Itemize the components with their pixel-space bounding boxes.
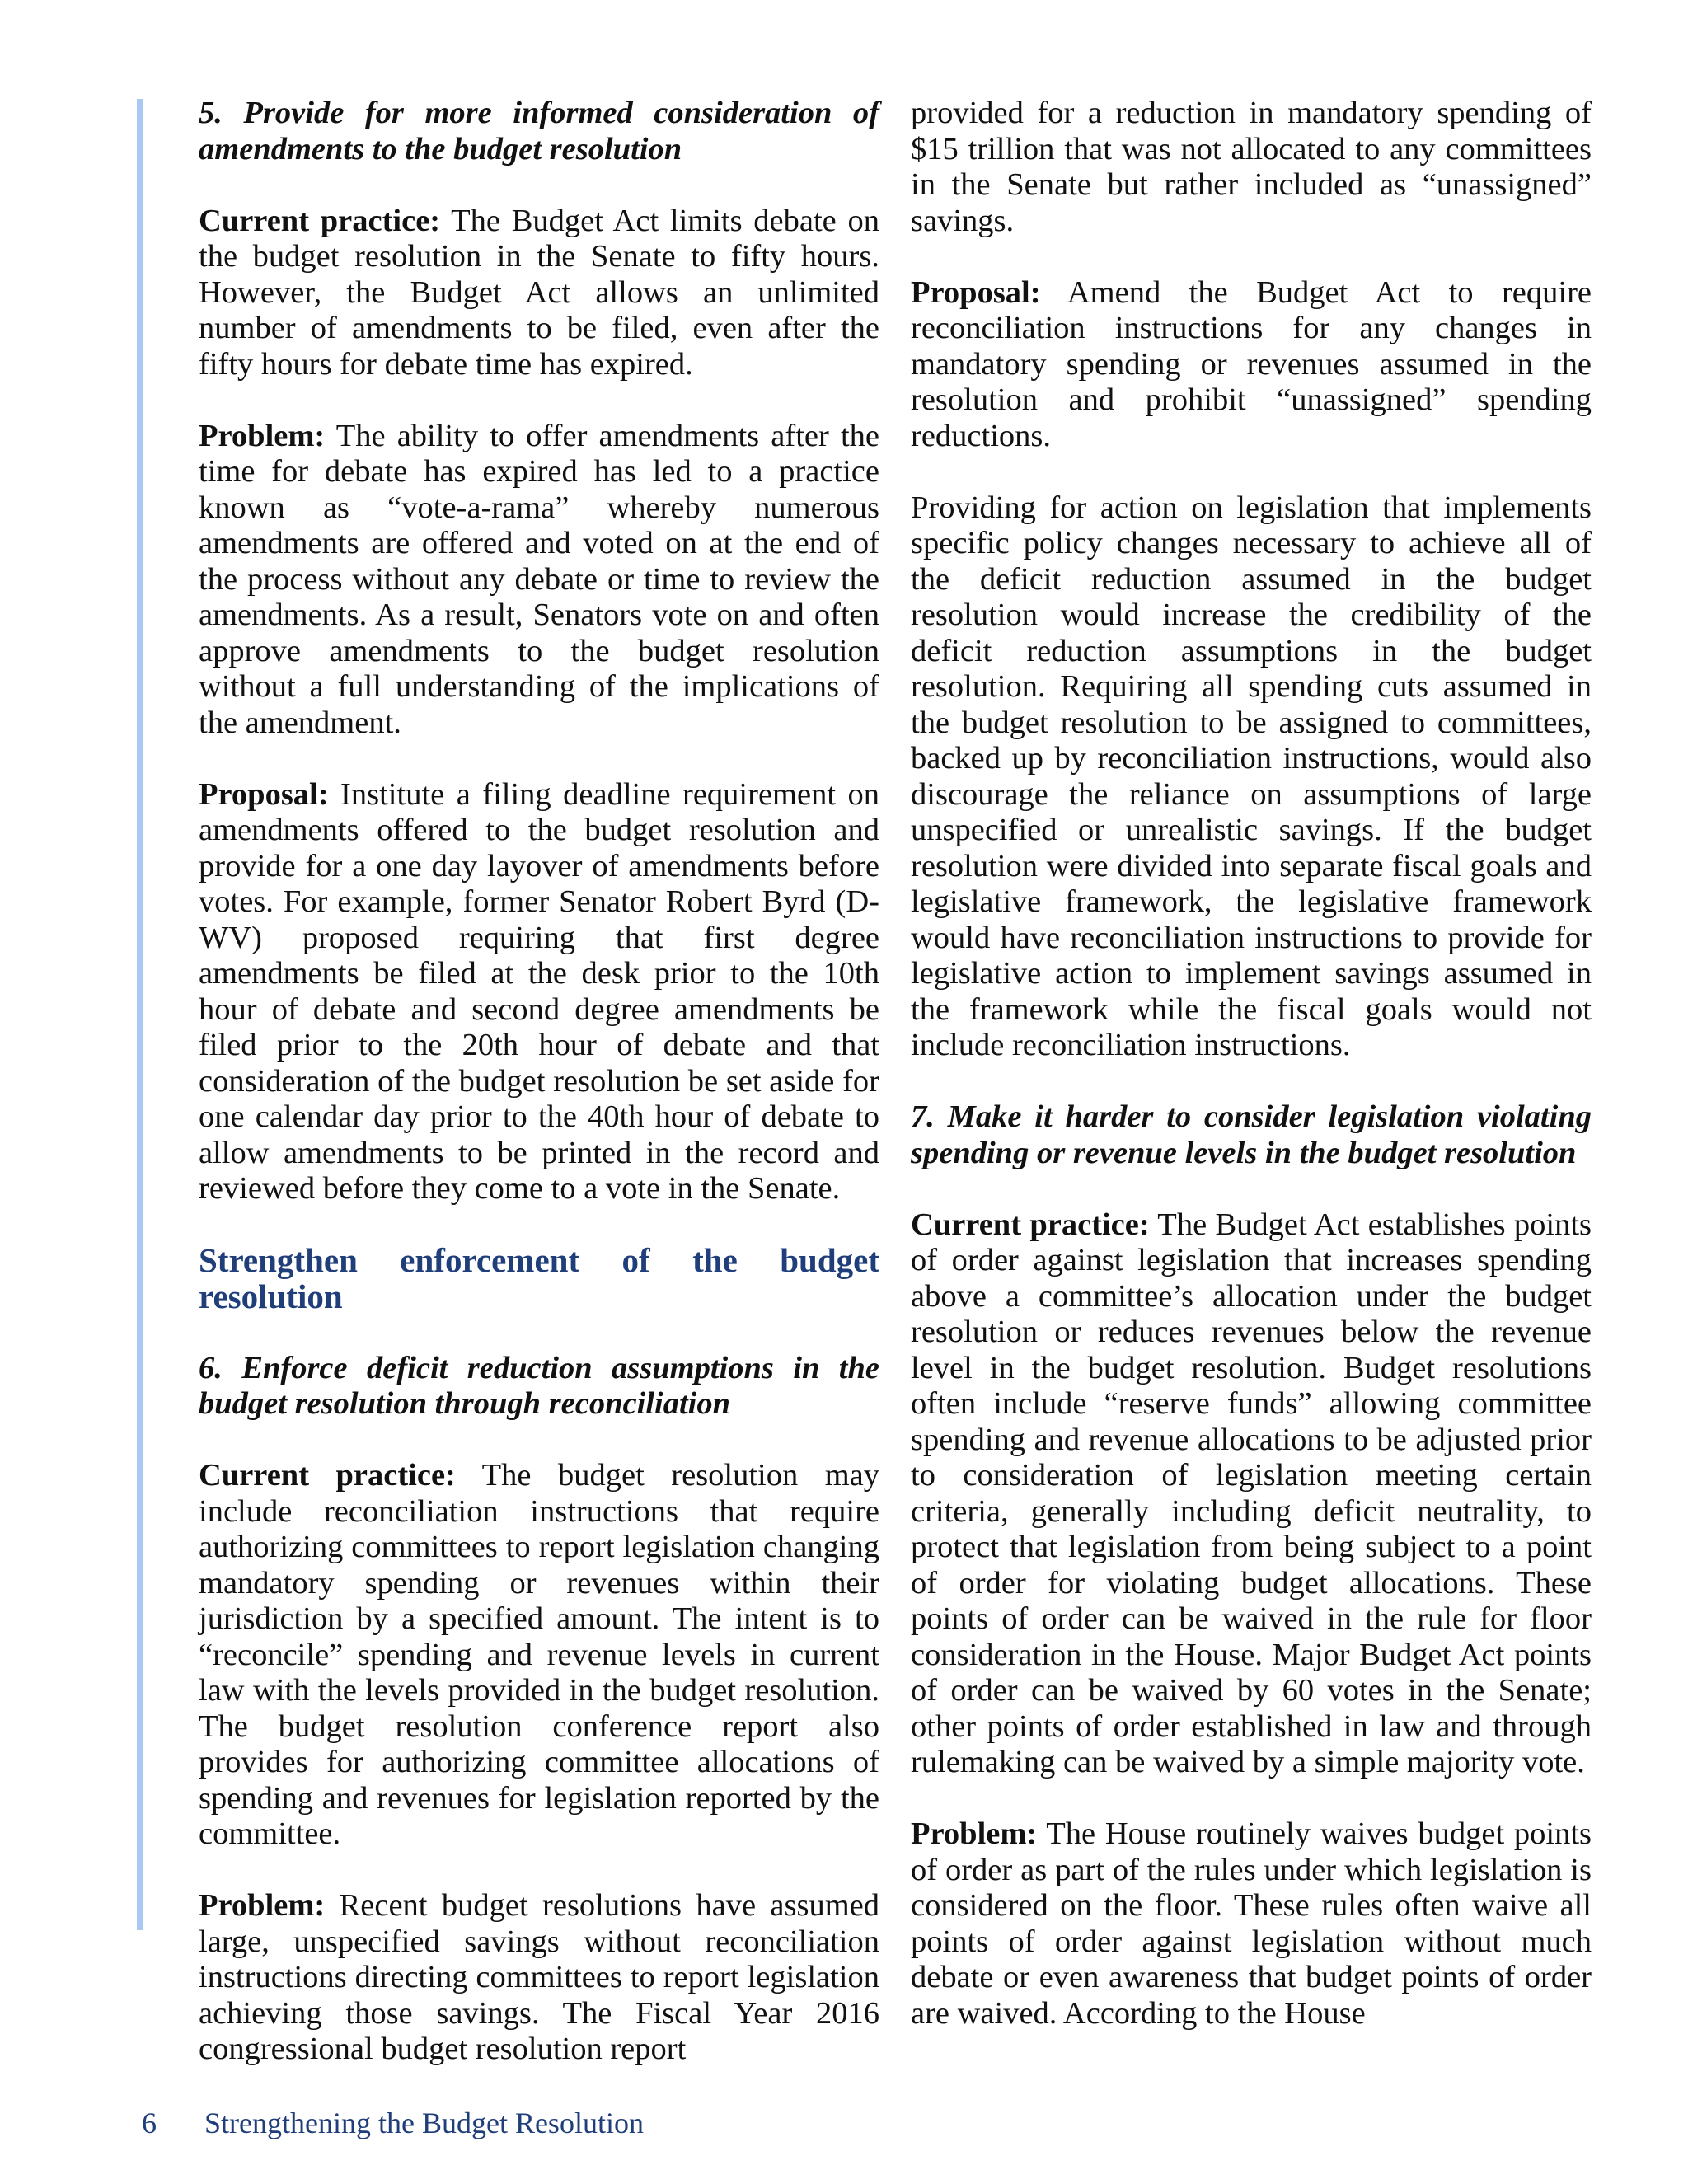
- proposal-label: Proposal:: [911, 274, 1041, 310]
- item-6-proposal: [911, 275, 1592, 455]
- footer-title: Strengthening the Budget Resolution: [204, 2107, 644, 2139]
- problem-label: Problem:: [199, 418, 326, 453]
- item-5-heading: 5. Provide for more informed consideration of amendments to the budget resolution: [199, 96, 879, 166]
- proposal-text: Amend the Budget Act to require reconciliation instructions for any changes in mandatory spending or revenues assumed in the resolution and prohibit “unassigned” spending reductions.: [911, 274, 1592, 453]
- section-heading: Strengthen enforcement of the budget resolution: [199, 1241, 879, 1315]
- page-number: 6: [142, 2107, 157, 2139]
- current-practice-label: Current practice:: [911, 1207, 1150, 1242]
- problem-label: Problem:: [199, 1888, 326, 1923]
- problem-text: The ability to offer amendments after the time for debate has expired has led to a practice known as “vote-a-rama” whereby numerous amendments are offered and voted on at the end of the process without any debate or time to review the amendments. As a result, Senators vote on and often approve amendments to the budget resolution without a full understanding of the implications of the amendment.: [199, 418, 879, 740]
- sidebar-accent-rule: [137, 99, 143, 1930]
- problem-label: Problem:: [911, 1816, 1038, 1851]
- item-6-heading: 6. Enforce deficit reduction assumptions in the budget resolution through reconciliation: [199, 1350, 879, 1421]
- item-5-proposal: [199, 777, 879, 1207]
- item-5-current-practice: [199, 204, 879, 383]
- current-practice-text: The Budget Act establishes points of order against legislation that increases spending above a committee’s allocation under the budget resolution or reduces revenues below the revenue level in the budget resolution. Budget resolutions often include “reserve funds” allowing committee spending and revenue allocations to be adjusted prior to consideration of legislation meeting certain criteria, generally including deficit neutrality, to protect that legislation from being subject to a point of order for violating budget allocations. These points of order can be waived in the rule for floor consideration in the House. Major Budget Act points of order can be waived by 60 votes in the Senate; other points of order established in law and through rulemaking can be waived by a simple majority vote.: [911, 1207, 1592, 1779]
- item-6-problem: [199, 1888, 879, 2068]
- left-column: [199, 96, 879, 2068]
- current-practice-label: Current practice:: [199, 1458, 456, 1493]
- item-6-current-practice: [199, 1458, 879, 1853]
- current-practice-label: Current practice:: [199, 203, 441, 238]
- current-practice-text: The Budget Act limits debate on the budget resolution in the Senate to fifty hours. However, the Budget Act allows an unlimited number of amendments to be filed, even after the fifty hours for debate time has expired.: [199, 203, 880, 382]
- problem-text: The House routinely waives budget points of order as part of the rules under which legislation is considered on the floor. These rules often waive all points of order against legislation without much debate or even awareness that budget points of order are waived. According to the House: [911, 1816, 1592, 2031]
- item-7-heading: 7. Make it harder to consider legislation violating spending or revenue levels in the budget resolution: [911, 1099, 1592, 1170]
- right-column: [911, 96, 1592, 2032]
- item-7-problem: [911, 1816, 1592, 2032]
- proposal-label: Proposal:: [199, 776, 329, 812]
- item-6-rationale: Providing for action on legislation that implements specific policy changes necessary to achieve all of the deficit reduction assumed in the budget resolution would increase the credibility of the deficit reduction assumptions in the budget resolution. Requiring all spending cuts assumed in the budget resolution to be assigned to committees, backed up by reconciliation instructions, would also discourage the reliance on assumptions of large unspecified or unrealistic savings. If the budget resolution were divided into separate fiscal goals and legislative framework, the legislative framework would have reconciliation instructions to provide for legislative action to implement savings assumed in the framework while the fiscal goals would not include reconciliation instructions.: [911, 490, 1592, 1062]
- page-footer: [142, 2106, 644, 2140]
- current-practice-text: The budget resolution may include reconciliation instructions that require authorizing committees to report legislation changing mandatory spending or revenues within their jurisdiction by a specified amount. The intent is to “reconcile” spending and revenue levels in current law with the levels provided in the budget resolution. The budget resolution conference report also provides for authorizing committee allocations of spending and revenues for legislation reported by the committee.: [199, 1458, 879, 1851]
- item-7-current-practice: [911, 1207, 1592, 1781]
- item-6-continuation: provided for a reduction in mandatory spending of $15 trillion that was not allocated to any committees in the Senate but rather included as “unassigned” savings.: [911, 96, 1592, 238]
- problem-text: Recent budget resolutions have assumed large, unspecified savings without reconciliation instructions directing committees to report legislation achieving those savings. The Fiscal Year 2016 congressional budget resolution report: [199, 1888, 879, 2066]
- proposal-text: Institute a filing deadline requirement on amendments offered to the budget resolution and provide for a one day layover of amendments before votes. For example, former Senator Robert Byrd (D-WV) proposed requiring that first degree amendments be filed at the desk prior to the 10th hour of debate and second degree amendments be filed prior to the 20th hour of debate and that consideration of the budget resolution be set aside for one calendar day prior to the 40th hour of debate to allow amendments to be printed in the record and reviewed before they come to a vote in the Senate.: [199, 776, 879, 1206]
- item-5-problem: [199, 419, 879, 742]
